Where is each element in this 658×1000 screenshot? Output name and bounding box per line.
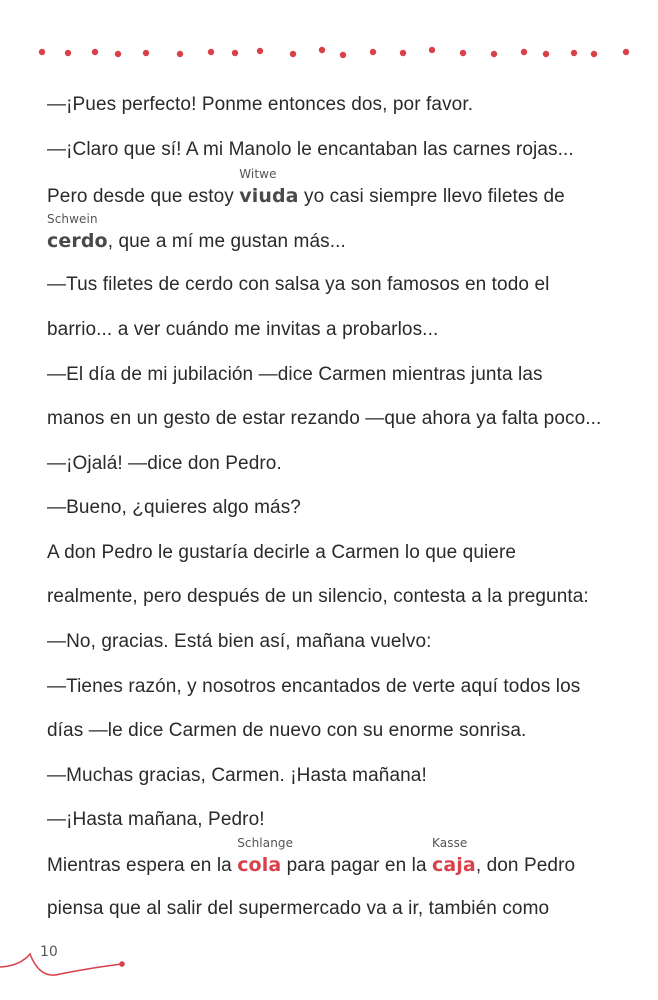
gloss-witwe: Witwe: [239, 167, 277, 181]
line-text: —Tienes razón, y nosotros encantados de verte aquí todos los: [47, 676, 581, 697]
line-text: días —le dice Carmen de nuevo con su enorme sonrisa.: [47, 720, 527, 741]
line-text: , que a mí me gustan más...: [107, 231, 346, 252]
line-text: manos en un gesto de estar rezando —que ahora ya falta poco...: [47, 408, 602, 429]
line-text: realmente, pero después de un silencio, contesta a la pregunta:: [47, 586, 589, 607]
line-text: A don Pedro le gustaría decirle a Carmen lo que quiere: [47, 542, 517, 563]
text-line: [47, 719, 526, 743]
line-text: —¡Claro que sí! A mi Manolo le encantaban las carnes rojas...: [47, 139, 574, 160]
line-text: para pagar en la: [281, 855, 432, 876]
vocab-word-text: caja: [432, 854, 476, 876]
decorative-dot-border: [0, 0, 658, 70]
text-line: [47, 167, 565, 209]
line-text: barrio... a ver cuándo me invitas a probarlos...: [47, 319, 439, 340]
text-line: [47, 407, 601, 431]
text-line: [47, 630, 432, 654]
text-line: [47, 496, 301, 520]
gloss-schlange: Schlange: [237, 836, 294, 850]
line-text: —¡Hasta mañana, Pedro!: [47, 809, 265, 830]
page-footer-ornament: [0, 930, 658, 990]
line-text: yo casi siempre llevo filetes de: [298, 186, 565, 207]
text-line: [47, 212, 346, 254]
line-text: —El día de mi jubilación —dice Carmen mientras junta las: [47, 364, 543, 385]
text-line: [47, 897, 549, 921]
line-text: —Tus filetes de cerdo con salsa ya son famosos en todo el: [47, 274, 550, 295]
page-number: 10: [40, 944, 58, 960]
line-text: —Muchas gracias, Carmen. ¡Hasta mañana!: [47, 765, 427, 786]
vocab-word-text: cerdo: [47, 230, 108, 252]
line-text: —No, gracias. Está bien así, mañana vuelvo:: [47, 631, 432, 652]
vocab-word-caja: [432, 836, 476, 877]
text-line: [47, 452, 282, 476]
vocab-word-cola: [237, 836, 294, 877]
text-line: [47, 138, 574, 162]
vocab-word-cerdo: [47, 212, 108, 253]
gloss-kasse: Kasse: [432, 836, 468, 850]
text-line: [47, 273, 549, 297]
line-text: , don Pedro: [475, 855, 576, 876]
gloss-schwein: Schwein: [47, 212, 98, 226]
text-line: [47, 318, 438, 342]
text-line: [47, 675, 580, 699]
line-text: Pero desde que estoy: [47, 186, 240, 207]
text-line: [47, 764, 427, 788]
text-line: [47, 363, 543, 387]
line-text: —Bueno, ¿quieres algo más?: [47, 497, 301, 518]
line-text: —¡Pues perfecto! Ponme entonces dos, por favor.: [47, 94, 474, 115]
text-line: [47, 808, 265, 832]
line-text: piensa que al salir del supermercado va a ir, también como: [47, 898, 550, 919]
vocab-word-text: cola: [237, 854, 282, 876]
line-text: Mientras espera en la: [47, 855, 238, 876]
text-line: [47, 836, 576, 878]
vocab-word-text: viuda: [239, 185, 299, 207]
text-line: [47, 541, 516, 565]
text-line: [47, 93, 473, 117]
vocab-word-viuda: [239, 167, 299, 208]
text-line: [47, 585, 589, 609]
line-text: —¡Ojalá! —dice don Pedro.: [47, 453, 282, 474]
